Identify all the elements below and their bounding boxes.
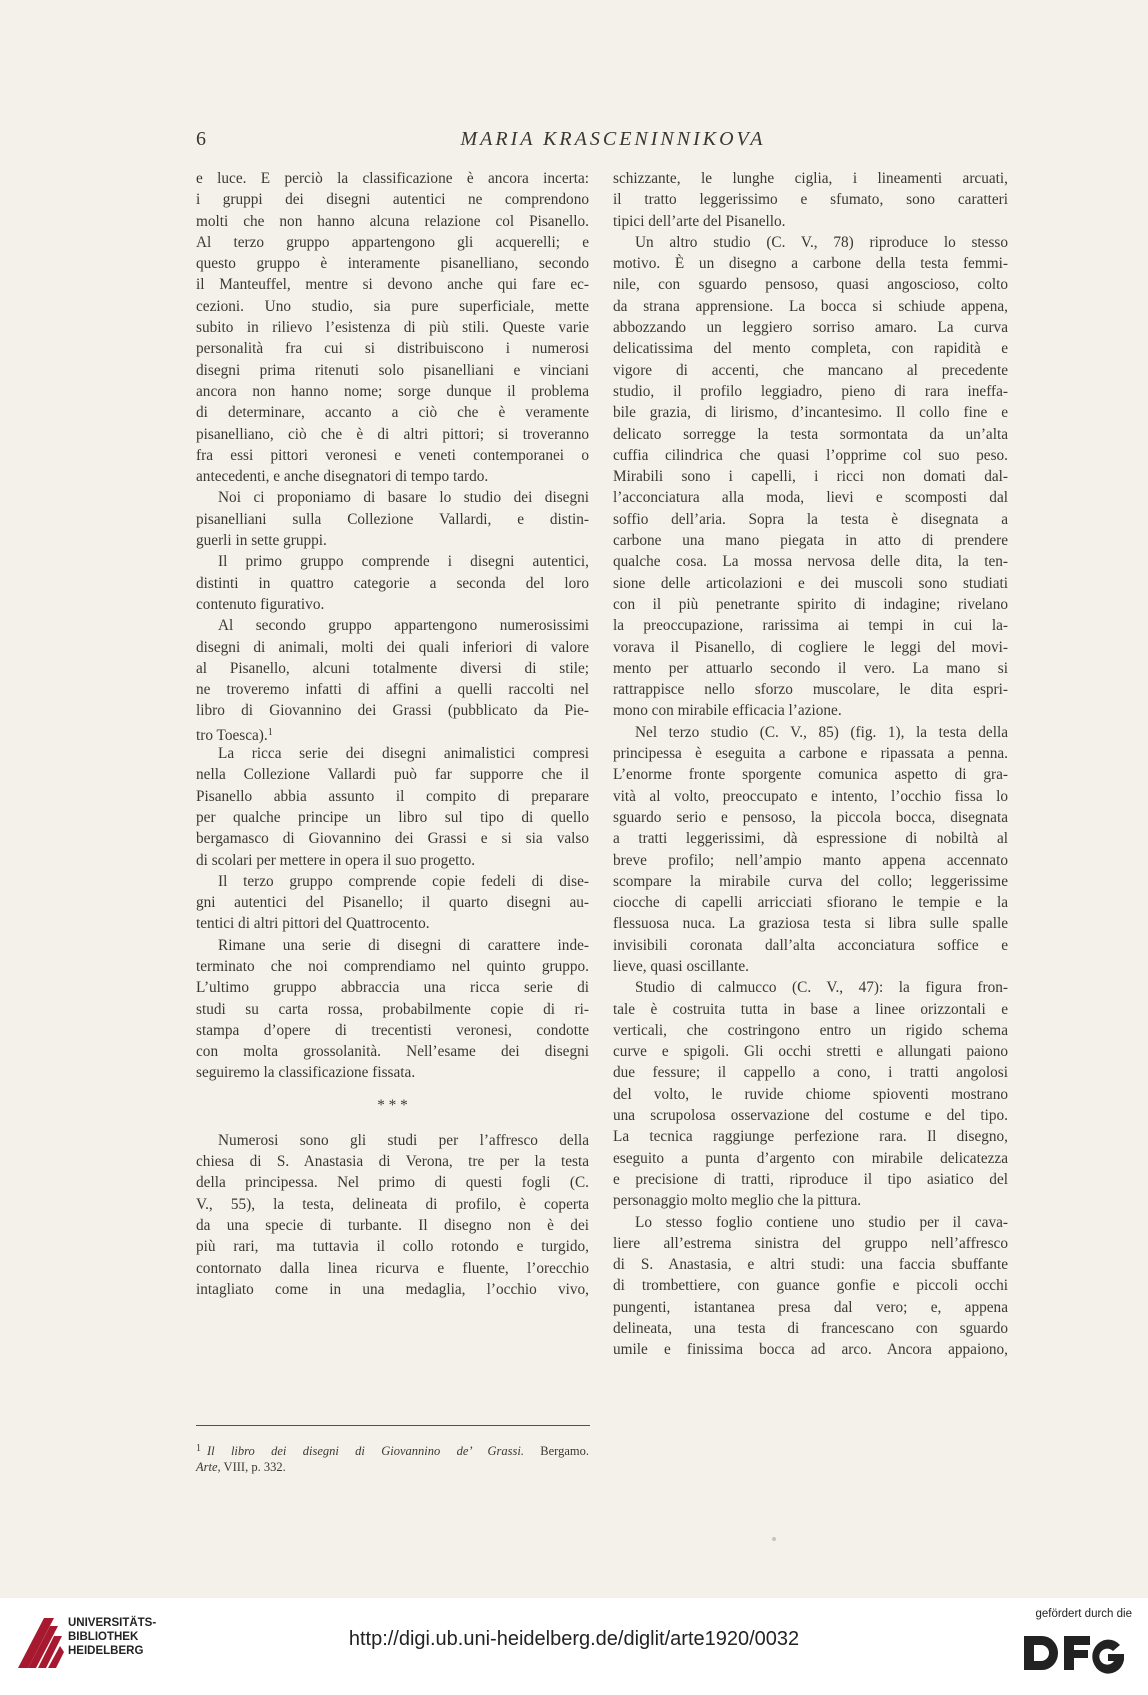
text-line-content: contornato dalla linea ricurva e fluente, l’orecchio	[196, 1259, 589, 1277]
text-line-content: principessa è eseguita a carbone e ripassata a penna.	[613, 745, 1008, 763]
text-line	[196, 551, 589, 572]
text-line	[196, 1172, 589, 1193]
text-line	[196, 956, 589, 977]
text-line-content: ancora non hanno nome; sorge dunque il problema	[196, 382, 589, 400]
text-line	[613, 424, 1008, 445]
text-line-content: scompare la mirabile curva del collo; leggerissime	[613, 872, 1008, 890]
text-line-content: Noi ci proponiamo di basare lo studio dei disegni	[218, 489, 589, 507]
text-line	[196, 168, 589, 189]
text-line-content: una scrupolosa osservazione del costume e del tipo.	[613, 1107, 1008, 1125]
text-line	[613, 679, 1008, 700]
text-line	[613, 1041, 1008, 1062]
text-line-content: soffio dell’aria. Sopra la testa è disegnata a	[613, 510, 1008, 528]
left-column	[196, 168, 589, 1300]
text-line	[613, 487, 1008, 508]
text-line	[613, 977, 1008, 998]
text-line-content: Nel terzo studio (C. V., 85) (fig. 1), la testa della	[635, 723, 1008, 741]
text-line-content: Il terzo gruppo comprende copie fedeli di dise-	[218, 872, 589, 890]
text-line-content: Rimane una serie di disegni di carattere inde-	[218, 936, 589, 954]
text-line	[613, 360, 1008, 381]
text-line	[196, 786, 589, 807]
text-line	[613, 999, 1008, 1020]
text-line	[613, 1169, 1008, 1190]
text-line-content: da una specie di turbante. Il disegno non è dei	[196, 1216, 589, 1234]
text-line	[196, 828, 589, 849]
text-line-content: gni autentici del Pisanello; il quarto disegni au-	[196, 894, 589, 912]
footnote-journal: Arte,	[196, 1460, 221, 1474]
text-line-content: il tratto leggerissimo e sfumato, sono caratteri	[613, 191, 1008, 209]
text-line-content: V., 55), la testa, delineata di profilo, è coperta	[196, 1195, 589, 1213]
text-line	[613, 743, 1008, 764]
text-line-content: Numerosi sono gli studi per l’affresco della	[218, 1131, 589, 1149]
running-head	[196, 128, 1030, 152]
text-line-content: studi su carta rossa, probabilmente copie di ri-	[196, 1000, 589, 1018]
text-line-content: sione delle articolazioni e dei muscoli sono studiati	[613, 574, 1008, 592]
text-line	[613, 850, 1008, 871]
text-line-content: personaggio molto meglio che la pittura.	[613, 1192, 862, 1210]
footnote-line	[196, 1458, 589, 1476]
text-line-content: molti che non hanno alcuna relazione col Pisanello.	[196, 212, 589, 230]
text-line-content: questo gruppo è interamente pisanelliano, secondo	[196, 255, 589, 273]
text-line	[196, 1279, 589, 1300]
text-line-content: da strana apprensione. La bocca si schiude appena,	[613, 297, 1008, 315]
text-line	[613, 786, 1008, 807]
text-line	[196, 1041, 589, 1062]
text-line	[613, 658, 1008, 679]
text-line	[613, 232, 1008, 253]
text-line	[613, 1254, 1008, 1275]
text-line-content: con il più penetrante spirito di indagine; rivelano	[613, 595, 1008, 613]
text-line-content: il Manteuffel, mentre si devono anche qui fare ec-	[196, 276, 589, 294]
text-line	[613, 1126, 1008, 1147]
text-line	[613, 935, 1008, 956]
text-line-content: L’ultimo gruppo abbraccia una ricca serie di	[196, 979, 589, 997]
text-line	[196, 1236, 589, 1257]
text-line-content: pisanelliani sulla Collezione Vallardi, e distin-	[196, 510, 589, 528]
text-line-content: mento per attuarlo secondo il vero. La mano si	[613, 659, 1008, 677]
text-line	[196, 679, 589, 700]
text-line-content: tale è costruita tutta in base a linee orizzontali e	[613, 1000, 1008, 1018]
text-line-content: schizzante, le lunghe ciglia, i lineamenti arcuati,	[613, 170, 1008, 187]
text-line	[613, 594, 1008, 615]
text-line-content: la preoccupazione, rarissima ai tempi in cui la-	[613, 617, 1008, 635]
text-line-content: di scolari per mettere in opera il suo progetto.	[196, 851, 476, 869]
text-line-content: tentici di altri pittori del Quattrocento.	[196, 915, 430, 933]
text-line	[613, 807, 1008, 828]
text-line	[613, 402, 1008, 423]
text-line	[613, 211, 1008, 232]
text-line-content: verticali, che costringono entro un rigido schema	[613, 1021, 1008, 1039]
text-line	[196, 445, 589, 466]
text-line	[196, 1062, 589, 1083]
text-line-content: pisanelliano, ciò che è di altri pittori; si troveranno	[196, 425, 589, 443]
text-line	[613, 445, 1008, 466]
text-line-content: Il primo gruppo comprende i disegni autentici,	[218, 553, 589, 571]
text-line	[613, 573, 1008, 594]
text-line-content: l’acconciatura alla moda, lievi e scomposti dal	[613, 489, 1008, 507]
text-line-content: e luce. E perciò la classificazione è ancora incerta:	[196, 170, 589, 187]
text-line	[196, 807, 589, 828]
text-line-content: nile, con sguardo pensoso, quasi angoscioso, colto	[613, 276, 1008, 294]
text-line	[613, 956, 1008, 977]
text-line	[196, 594, 589, 615]
text-line	[196, 338, 589, 359]
text-line	[196, 743, 589, 764]
text-line	[613, 168, 1008, 189]
text-line-content: invisibili coronata dall’alta acconciatura soffice e	[613, 936, 1008, 954]
text-line-content: i gruppi dei disegni autentici ne comprendono	[196, 191, 589, 209]
text-line	[196, 1130, 589, 1151]
text-line	[196, 850, 589, 871]
text-line-content: eseguito a punta d’argento con mirabile delicatezza	[613, 1149, 1008, 1167]
text-line-content: di S. Anastasia, e altri studi: una faccia sbuffante	[613, 1256, 1008, 1274]
text-line	[196, 1194, 589, 1215]
text-line-content: sguardo serio e pensoso, la piccola bocca, disegnata	[613, 808, 1008, 826]
text-line	[613, 317, 1008, 338]
section-separator	[196, 1092, 589, 1120]
text-line	[196, 487, 589, 508]
footnote	[196, 1440, 589, 1476]
text-line	[613, 1084, 1008, 1105]
footnote-rule	[196, 1425, 590, 1426]
text-line-content: delineata, una testa di francescano con sguardo	[613, 1320, 1008, 1338]
text-line-content: pungenti, istantanea presa dal vero; e, appena	[613, 1298, 1008, 1316]
text-line	[196, 317, 589, 338]
text-line-content: Lo stesso foglio contiene uno studio per il cava-	[635, 1213, 1008, 1231]
text-line-content: Un altro studio (C. V., 78) riproduce lo stesso	[635, 233, 1008, 251]
text-line-content: tipici dell’arte del Pisanello.	[613, 212, 786, 230]
text-line	[613, 722, 1008, 743]
text-line-content: antecedenti, e anche disegnatori di tempo tardo.	[196, 468, 489, 486]
footnote-volume: VIII, p. 332.	[220, 1460, 286, 1474]
text-line	[613, 1190, 1008, 1211]
text-line	[613, 892, 1008, 913]
text-line-content: liere all’estrema sinistra del gruppo nell’affresco	[613, 1234, 1008, 1252]
text-line	[196, 274, 589, 295]
text-line	[613, 764, 1008, 785]
text-line	[613, 1233, 1008, 1254]
text-line-content: libro di Giovannino dei Grassi (pubblicato da Pie-	[196, 702, 589, 720]
text-line-content: vigore di accenti, che mancano al precedente	[613, 361, 1008, 379]
text-line-content: al Pisanello, alcuni totalmente diversi di stile;	[196, 659, 589, 677]
text-line-content: a tratti leggerissimi, dà espressione di nobiltà al	[613, 830, 1008, 848]
text-line	[196, 700, 589, 721]
text-line	[196, 999, 589, 1020]
text-line-content: flessuosa nuca. La graziosa testa si libra sulle spalle	[613, 915, 1008, 933]
text-line-content: Al terzo gruppo appartengono gli acquerelli; e	[196, 233, 589, 251]
text-line-content: per qualche principe un libro sul tipo di quello	[196, 808, 589, 826]
paper-speck	[772, 1537, 776, 1541]
text-line-content: bergamasco di Giovannino dei Grassi e si sia valso	[196, 830, 589, 848]
text-line	[613, 1062, 1008, 1083]
text-line-content: umile e finissima bocca ad arco. Ancora appaiono,	[613, 1341, 1008, 1359]
text-line-content: fra essi pittori veronesi e veneti contemporanei o	[196, 446, 589, 464]
text-line	[613, 189, 1008, 210]
library-name-line: UNIVERSITÄTS-	[68, 1617, 157, 1629]
footnote-reference: 1	[267, 726, 273, 738]
footnote-title: Il libro dei disegni di Giovannino de’ Grassi.	[207, 1444, 524, 1458]
text-line-content: di determinare, accanto a ciò che è veramente	[196, 404, 589, 422]
text-line	[196, 530, 589, 551]
text-line	[613, 1339, 1008, 1360]
text-line-content: disegni prima ritenuti solo pisanelliani e vinciani	[196, 361, 589, 379]
text-line-content: qualche cosa. La mossa nervosa delle dita, la ten-	[613, 553, 1008, 571]
text-line-content: disegni di animali, molti dei quali inferiori di valore	[196, 638, 589, 656]
text-line	[196, 509, 589, 530]
text-line-content: guerli in sette gruppi.	[196, 532, 327, 550]
text-line	[196, 637, 589, 658]
text-line	[613, 1212, 1008, 1233]
text-line	[196, 977, 589, 998]
text-line	[196, 232, 589, 253]
text-line-content: abbozzando un leggiero sorriso amaro. La curva	[613, 319, 1008, 337]
text-line	[196, 871, 589, 892]
text-line	[613, 1020, 1008, 1041]
text-line-content: due fessure; il cappello a cono, i tratti angolosi	[613, 1064, 1008, 1082]
text-line-content: La tecnica raggiunge perfezione rara. Il disegno,	[613, 1128, 1008, 1146]
text-line	[196, 913, 589, 934]
text-line	[613, 1318, 1008, 1339]
text-line	[196, 764, 589, 785]
text-line-content: cezioni. Uno studio, sia pure superficiale, mette	[196, 297, 589, 315]
footnote-place: Bergamo.	[523, 1444, 589, 1458]
text-line-content: Al secondo gruppo appartengono numerosissimi	[218, 617, 589, 635]
text-line	[613, 296, 1008, 317]
text-line	[196, 381, 589, 402]
text-line-content: Pisanello abbia assunto il compito di preparare	[196, 787, 589, 805]
text-line-content: nella Collezione Vallardi può far supporre che il	[196, 766, 589, 784]
text-line	[613, 338, 1008, 359]
text-line-content: ne troveremo infatti di affini a quelli raccolti nel	[196, 681, 589, 699]
text-line-content: mono con mirabile efficacia l’azione.	[613, 702, 842, 720]
page-number: 6	[196, 128, 206, 150]
text-line	[196, 466, 589, 487]
text-line-content: seguiremo la classificazione fissata.	[196, 1064, 416, 1082]
footnote-marker: 1	[196, 1443, 201, 1454]
text-line-content: tro Toesca).	[196, 726, 268, 744]
text-line-content: terminato che noi comprendiamo nel quinto gruppo.	[196, 957, 589, 975]
text-line	[613, 913, 1008, 934]
text-line	[196, 935, 589, 956]
library-name-line: HEIDELBERG	[68, 1645, 144, 1657]
text-line	[613, 466, 1008, 487]
text-line-content: vorava il Pisanello, di cogliere le leggi del movi-	[613, 638, 1008, 656]
text-line	[196, 1020, 589, 1041]
text-line	[196, 658, 589, 679]
text-line-content: Mirabili sono i capelli, i ricci non domati dal-	[613, 468, 1008, 486]
text-line-content: di trombettiere, con guance gonfie e piccoli occhi	[613, 1277, 1008, 1295]
text-line	[613, 637, 1008, 658]
text-line-content: La ricca serie dei disegni animalistici compresi	[218, 745, 589, 763]
text-line	[196, 253, 589, 274]
running-title: MARIA KRASCENINNIKOVA	[460, 128, 766, 150]
text-line	[196, 892, 589, 913]
text-line-content: lieve, quasi oscillante.	[613, 957, 749, 975]
text-line-content: bile grazia, di lirismo, d’incantesimo. Il collo fine e	[613, 404, 1008, 422]
text-line	[613, 1275, 1008, 1296]
footer-bar	[0, 1598, 1148, 1695]
text-line-content: del volto, le ruvide chiome spioventi mostrano	[613, 1085, 1008, 1103]
text-line	[196, 722, 589, 743]
text-line-content: motivo. È un disegno a carbone della testa femmi-	[613, 255, 1008, 273]
text-line-content: personalità fra cui si distribuiscono i numerosi	[196, 340, 589, 358]
library-name-line: BIBLIOTHEK	[68, 1631, 139, 1643]
text-line	[196, 189, 589, 210]
text-line-content: distinti in quattro categorie a seconda del loro	[196, 574, 589, 592]
text-line-content: L’enorme fronte sporgente comunica aspetto di gra-	[613, 766, 1008, 784]
dfg-logo-icon	[1022, 1628, 1132, 1678]
text-line	[196, 1215, 589, 1236]
text-line	[196, 615, 589, 636]
text-line	[613, 1148, 1008, 1169]
text-line-content: ciocche di capelli arricciati sfiorano le tempie e la	[613, 894, 1008, 912]
text-line-content: Studio di calmucco (C. V., 47): la figura fron-	[635, 979, 1008, 997]
text-line	[613, 509, 1008, 530]
text-line-content: cuffia cilindrica che quasi l’opprime col suo peso.	[613, 446, 1008, 464]
text-line-content: intagliato come in una medaglia, l’occhio vivo,	[196, 1280, 589, 1298]
text-line	[613, 1297, 1008, 1318]
text-line	[196, 573, 589, 594]
text-line-content: breve profilo; nell’ampio manto appena accennato	[613, 851, 1008, 869]
text-line	[613, 828, 1008, 849]
text-line-content: rattrappisce nello sforzo muscolare, le dita espri-	[613, 681, 1008, 699]
text-line	[613, 551, 1008, 572]
text-line-content: più rari, ma tuttavia il collo rotondo e turgido,	[196, 1238, 589, 1256]
text-line-content: e precisione di tratti, riproduce il tipo asiatico del	[613, 1170, 1008, 1188]
text-line	[613, 381, 1008, 402]
text-line-content: delicato sorregge la testa sormontata da un’alta	[613, 425, 1008, 443]
footnote-line	[196, 1440, 589, 1458]
text-line-content: * * *	[377, 1096, 408, 1114]
text-line-content: studio, il profilo leggiadro, pieno di rara ineffa-	[613, 382, 1008, 400]
text-line	[196, 1151, 589, 1172]
right-column	[613, 168, 1008, 1361]
text-line	[613, 700, 1008, 721]
text-line	[613, 871, 1008, 892]
text-line-content: subito in rilievo l’esistenza di più stili. Queste varie	[196, 319, 589, 337]
text-line-content: carbone una mano piegata in atto di prendere	[613, 532, 1008, 550]
text-line	[196, 1258, 589, 1279]
text-line	[196, 402, 589, 423]
text-line-content: curve e spigoli. Gli occhi stretti e allungati paiono	[613, 1043, 1008, 1061]
text-line-content: contenuto figurativo.	[196, 595, 325, 613]
text-line-content: della principessa. Nel primo di questi fogli (C.	[196, 1174, 589, 1192]
text-line	[613, 1105, 1008, 1126]
text-line	[196, 296, 589, 317]
text-line-content: stampa d’opere di trecentisti veronesi, condotte	[196, 1021, 589, 1039]
text-line-content: chiesa di S. Anastasia di Verona, tre per la testa	[196, 1153, 589, 1171]
text-line	[613, 530, 1008, 551]
text-line-content: vità al volto, preoccupato e intento, l’occhio fissa lo	[613, 787, 1008, 805]
text-line	[196, 360, 589, 381]
page-url-link[interactable]: http://digi.ub.uni-heidelberg.de/diglit/arte1920/0032	[348, 1628, 800, 1650]
text-line	[196, 211, 589, 232]
text-line	[196, 424, 589, 445]
text-line	[613, 274, 1008, 295]
sponsor-label: gefördert durch die	[1035, 1608, 1132, 1620]
text-line	[613, 253, 1008, 274]
text-line	[613, 615, 1008, 636]
text-line-content: con molta grossolanità. Nell’esame dei disegni	[196, 1043, 589, 1061]
text-line-content: delicatissima del mento completa, con rapidità e	[613, 340, 1008, 358]
